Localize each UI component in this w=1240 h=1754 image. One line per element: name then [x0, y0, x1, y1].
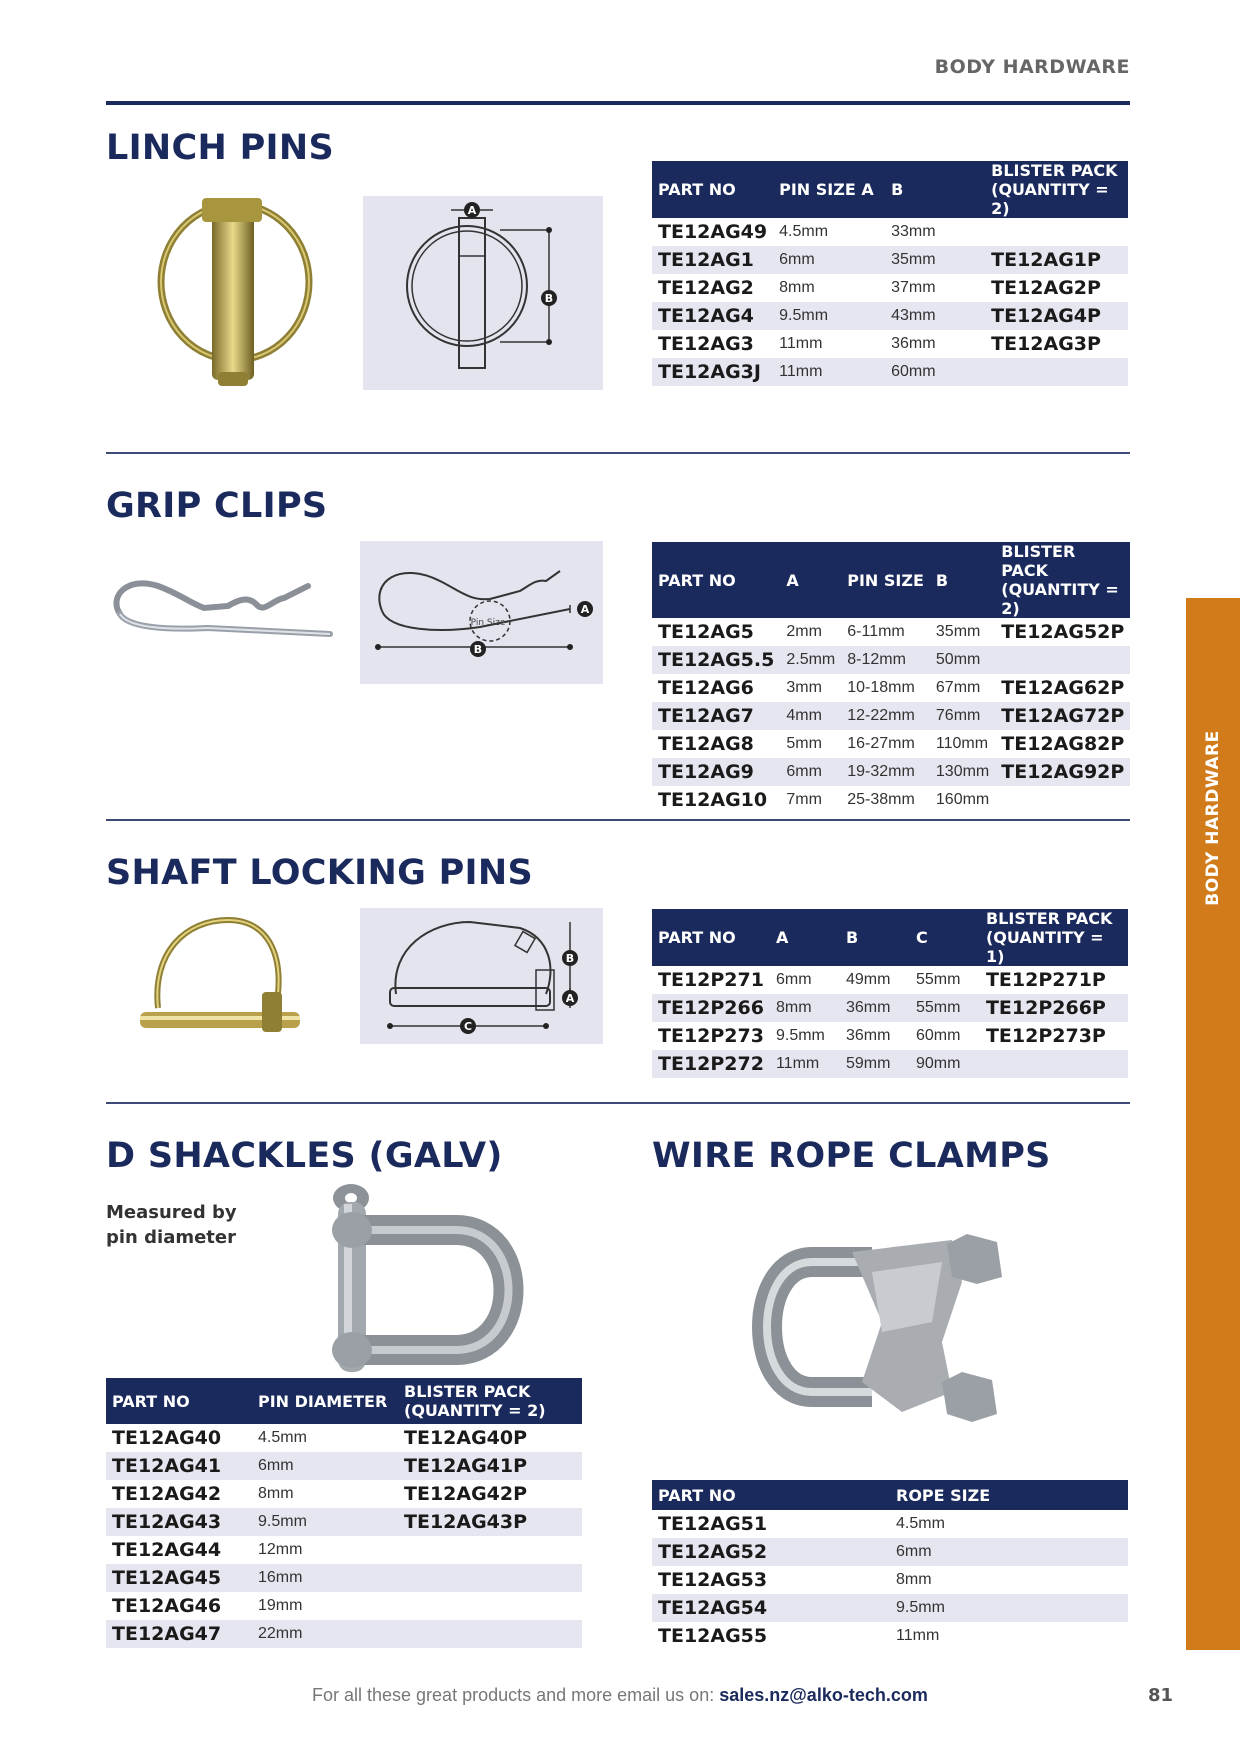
table-row — [106, 1620, 582, 1648]
table-cell: 8mm — [896, 1571, 932, 1588]
dim-b-label: B — [565, 952, 575, 965]
table-row — [106, 1480, 582, 1508]
d-shackles-note — [106, 1200, 237, 1250]
table-cell: 59mm — [840, 1050, 910, 1078]
table-cell: TE12AG7 — [652, 702, 780, 730]
table-cell — [985, 218, 1128, 246]
table-cell: TE12P271 — [658, 969, 764, 991]
table-cell: TE12AG4 — [652, 302, 773, 330]
shaft-locking-pin-diagram — [360, 908, 603, 1044]
table-cell: 160mm — [935, 791, 990, 808]
table-cell — [995, 786, 1130, 814]
table-row — [106, 1452, 582, 1480]
col-part-no: PART NO — [652, 1480, 890, 1510]
table-cell: 9.5mm — [890, 1594, 1128, 1622]
table-cell: 6mm — [775, 971, 812, 988]
side-tab-label: BODY HARDWARE — [1203, 730, 1223, 906]
table-cell: 60mm — [915, 1027, 961, 1044]
col-part-no: PART NO — [106, 1378, 252, 1424]
linch-pin-drawing — [363, 196, 603, 390]
table-cell: TE12AG47 — [106, 1620, 252, 1648]
table-row — [652, 786, 1130, 814]
table-cell — [398, 1592, 582, 1620]
note-line-1: Measured by — [106, 1202, 237, 1223]
divider-3 — [106, 1102, 1130, 1104]
linch-pin-diagram — [363, 196, 603, 390]
page-footer — [0, 1685, 1240, 1715]
table-cell: 50mm — [930, 646, 995, 674]
table-cell: TE12AG62P — [1001, 677, 1125, 699]
table-cell: TE12AG3P — [991, 333, 1101, 355]
table-cell: 37mm — [891, 279, 936, 296]
table-cell: TE12AG92P — [995, 758, 1130, 786]
table-cell: TE12AG1 — [652, 246, 773, 274]
page-number: 81 — [1148, 1685, 1174, 1706]
table-cell: 2mm — [786, 623, 822, 640]
linch-pins-rows — [652, 218, 1128, 386]
grip-clip-photo — [108, 566, 334, 646]
table-cell: TE12AG72P — [995, 702, 1130, 730]
table-row — [652, 618, 1130, 646]
shaft-locking-pins-rows — [652, 966, 1128, 1078]
d-shackles-title: D SHACKLES (GALV) — [106, 1136, 503, 1176]
table-row — [652, 218, 1128, 246]
table-cell — [398, 1536, 582, 1564]
footer-email-link[interactable]: sales.nz@alko-tech.com — [719, 1685, 928, 1705]
table-cell: 11mm — [773, 358, 885, 386]
table-cell: 12mm — [258, 1541, 303, 1558]
table-cell: TE12AG41 — [106, 1452, 252, 1480]
wire-rope-clamps-rows — [652, 1510, 1128, 1650]
table-cell: TE12AG5 — [658, 621, 754, 643]
table-cell: 6mm — [252, 1452, 398, 1480]
dim-a-label: A — [565, 992, 575, 1005]
table-cell: 76mm — [930, 702, 995, 730]
table-cell: TE12AG82P — [1001, 733, 1125, 755]
table-cell: 7mm — [786, 791, 822, 808]
table-row — [652, 358, 1128, 386]
table-cell: TE12AG51 — [658, 1513, 768, 1535]
side-tab-label-wrap — [1186, 598, 1240, 998]
table-cell: 25-38mm — [847, 791, 915, 808]
linch-pins-title: LINCH PINS — [106, 128, 334, 168]
col-blister-pack: BLISTER PACK (QUANTITY = 2) — [995, 542, 1130, 618]
table-cell: 16mm — [252, 1564, 398, 1592]
table-cell: 10-18mm — [847, 679, 915, 696]
table-row — [652, 302, 1128, 330]
shaft-locking-pin-drawing — [360, 908, 603, 1044]
table-cell: TE12AG54 — [652, 1594, 890, 1622]
table-cell: 2.5mm — [780, 646, 841, 674]
table-cell: 9.5mm — [252, 1508, 398, 1536]
table-cell: 36mm — [840, 994, 910, 1022]
table-cell: TE12AG2P — [991, 277, 1101, 299]
table-cell: TE12P272 — [652, 1050, 770, 1078]
table-cell: 110mm — [935, 735, 989, 752]
table-cell: 55mm — [915, 971, 961, 988]
table-cell: TE12P271P — [985, 969, 1106, 991]
divider-2 — [106, 819, 1130, 821]
col-blister-pack: BLISTER PACK (QUANTITY = 2) — [985, 161, 1128, 218]
table-row — [652, 1050, 1128, 1078]
table-cell: 35mm — [935, 623, 981, 640]
table-cell: TE12AG2 — [658, 277, 754, 299]
col-b: B — [885, 161, 985, 218]
table-cell: TE12AG40P — [404, 1427, 528, 1449]
shaft-locking-pin-photo — [136, 912, 306, 1042]
col-b: B — [930, 542, 995, 618]
dim-a-label: A — [467, 204, 477, 217]
table-row — [652, 966, 1128, 994]
col-pin-size-a: PIN SIZE A — [773, 161, 885, 218]
pin-size-label: Pin Size — [470, 618, 506, 628]
table-row — [652, 1538, 1128, 1566]
col-a: A — [770, 909, 840, 966]
table-cell: TE12AG45 — [106, 1564, 252, 1592]
table-cell: TE12AG8 — [658, 733, 754, 755]
table-cell: 36mm — [845, 1027, 891, 1044]
grip-clips-title: GRIP CLIPS — [106, 486, 328, 526]
col-pin-diameter: PIN DIAMETER — [252, 1378, 398, 1424]
table-cell: TE12AG4P — [985, 302, 1128, 330]
table-cell: 11mm — [770, 1050, 840, 1078]
table-cell: 9.5mm — [775, 1027, 825, 1044]
grip-clip-drawing — [360, 541, 603, 684]
table-row — [652, 646, 1130, 674]
table-cell: TE12AG3J — [652, 358, 773, 386]
col-blister-pack: BLISTER PACK (QUANTITY = 1) — [980, 909, 1128, 966]
table-cell: 4mm — [780, 702, 841, 730]
table-cell: 6mm — [780, 758, 841, 786]
table-row — [652, 246, 1128, 274]
table-cell: 4.5mm — [779, 223, 829, 240]
header-divider — [106, 101, 1130, 105]
table-cell: 12-22mm — [841, 702, 930, 730]
table-cell: 49mm — [845, 971, 891, 988]
table-cell — [995, 646, 1130, 674]
table-row — [652, 330, 1128, 358]
table-cell: 19mm — [258, 1597, 303, 1614]
dim-b-label: B — [544, 292, 554, 305]
table-row — [652, 730, 1130, 758]
table-row — [652, 1566, 1128, 1594]
table-row — [652, 1622, 1128, 1650]
table-cell: 8mm — [770, 994, 840, 1022]
shaft-locking-pins-table — [652, 909, 1128, 1078]
dim-b-label: B — [473, 643, 483, 656]
note-line-2: pin diameter — [106, 1227, 236, 1248]
table-cell: TE12AG9 — [652, 758, 780, 786]
col-a: A — [780, 542, 841, 618]
table-cell: 5mm — [786, 735, 822, 752]
d-shackles-rows — [106, 1424, 582, 1648]
table-cell: 8-12mm — [841, 646, 930, 674]
table-cell: 43mm — [885, 302, 985, 330]
table-cell: 6-11mm — [847, 623, 905, 640]
wire-rope-clamp-photo — [752, 1222, 1022, 1442]
grip-clips-rows — [652, 618, 1130, 814]
table-cell: TE12AG49 — [658, 221, 768, 243]
col-part-no: PART NO — [652, 542, 780, 618]
table-cell: TE12AG40 — [112, 1427, 222, 1449]
grip-clips-table — [652, 542, 1130, 814]
dim-a-label: A — [580, 603, 590, 616]
table-cell: TE12AG42 — [112, 1483, 222, 1505]
table-cell — [398, 1620, 582, 1648]
table-cell: 4.5mm — [258, 1429, 307, 1446]
table-cell: 16-27mm — [847, 735, 915, 752]
footer-text — [312, 1685, 928, 1706]
table-cell: 8mm — [779, 279, 815, 296]
table-row — [106, 1564, 582, 1592]
col-part-no: PART NO — [652, 161, 773, 218]
table-cell: TE12AG53 — [658, 1569, 768, 1591]
col-blister-pack: BLISTER PACK (QUANTITY = 2) — [398, 1378, 582, 1424]
table-cell: 9.5mm — [773, 302, 885, 330]
wire-rope-clamps-title: WIRE ROPE CLAMPS — [652, 1136, 1051, 1176]
linch-pins-table — [652, 161, 1128, 386]
table-row — [652, 1594, 1128, 1622]
d-shackle-photo — [316, 1180, 536, 1380]
col-pin-size: PIN SIZE — [841, 542, 930, 618]
table-cell: TE12AG52P — [1001, 621, 1125, 643]
table-cell: 6mm — [890, 1538, 1128, 1566]
col-rope-size: ROPE SIZE — [890, 1480, 1128, 1510]
table-cell — [980, 1050, 1128, 1078]
table-cell: 6mm — [773, 246, 885, 274]
table-cell: 33mm — [891, 223, 936, 240]
col-part-no: PART NO — [652, 909, 770, 966]
section-header-label: BODY HARDWARE — [934, 56, 1130, 78]
table-cell: 35mm — [885, 246, 985, 274]
table-cell: 11mm — [896, 1627, 940, 1644]
table-cell: 67mm — [935, 679, 981, 696]
col-b: B — [840, 909, 910, 966]
table-cell: 8mm — [258, 1485, 294, 1502]
table-cell: TE12P273 — [658, 1025, 764, 1047]
col-c: C — [910, 909, 980, 966]
linch-pin-photo — [140, 192, 330, 392]
table-cell: TE12AG41P — [398, 1452, 582, 1480]
table-row — [652, 674, 1130, 702]
table-cell: TE12AG55 — [658, 1625, 768, 1647]
table-row — [106, 1508, 582, 1536]
dim-c-label: C — [463, 1020, 473, 1033]
table-cell: TE12P266P — [980, 994, 1128, 1022]
table-cell: TE12AG42P — [404, 1483, 528, 1505]
table-cell: TE12AG1P — [985, 246, 1128, 274]
table-cell: 11mm — [779, 335, 823, 352]
table-cell — [985, 358, 1128, 386]
footer-message: For all these great products and more email us on: — [312, 1685, 720, 1705]
table-cell: TE12AG6 — [658, 677, 754, 699]
grip-clip-diagram — [360, 541, 603, 684]
table-cell: 22mm — [252, 1620, 398, 1648]
table-cell: 55mm — [910, 994, 980, 1022]
table-cell: TE12AG52 — [652, 1538, 890, 1566]
divider-1 — [106, 452, 1130, 454]
table-row — [652, 702, 1130, 730]
table-row — [106, 1592, 582, 1620]
table-cell: TE12AG43 — [106, 1508, 252, 1536]
table-cell: 130mm — [930, 758, 995, 786]
table-cell: TE12AG5.5 — [652, 646, 780, 674]
table-cell: TE12AG44 — [112, 1539, 222, 1561]
table-cell: TE12P273P — [985, 1025, 1106, 1047]
table-row — [652, 274, 1128, 302]
d-shackles-table — [106, 1378, 582, 1648]
table-cell: TE12P266 — [652, 994, 770, 1022]
table-cell: TE12AG3 — [658, 333, 754, 355]
table-row — [106, 1536, 582, 1564]
table-cell: TE12AG10 — [658, 789, 768, 811]
table-row — [652, 994, 1128, 1022]
table-row — [652, 1510, 1128, 1538]
table-cell: 36mm — [891, 335, 936, 352]
wire-rope-clamps-table — [652, 1480, 1128, 1650]
table-cell: 19-32mm — [841, 758, 930, 786]
table-row — [106, 1424, 582, 1452]
table-row — [652, 758, 1130, 786]
table-row — [652, 1022, 1128, 1050]
table-cell: 3mm — [786, 679, 822, 696]
table-cell: TE12AG43P — [398, 1508, 582, 1536]
table-cell: 4.5mm — [896, 1515, 945, 1532]
table-cell: 60mm — [885, 358, 985, 386]
shaft-locking-pins-title: SHAFT LOCKING PINS — [106, 853, 533, 893]
table-cell: 90mm — [910, 1050, 980, 1078]
table-cell — [398, 1564, 582, 1592]
table-cell: TE12AG46 — [112, 1595, 222, 1617]
